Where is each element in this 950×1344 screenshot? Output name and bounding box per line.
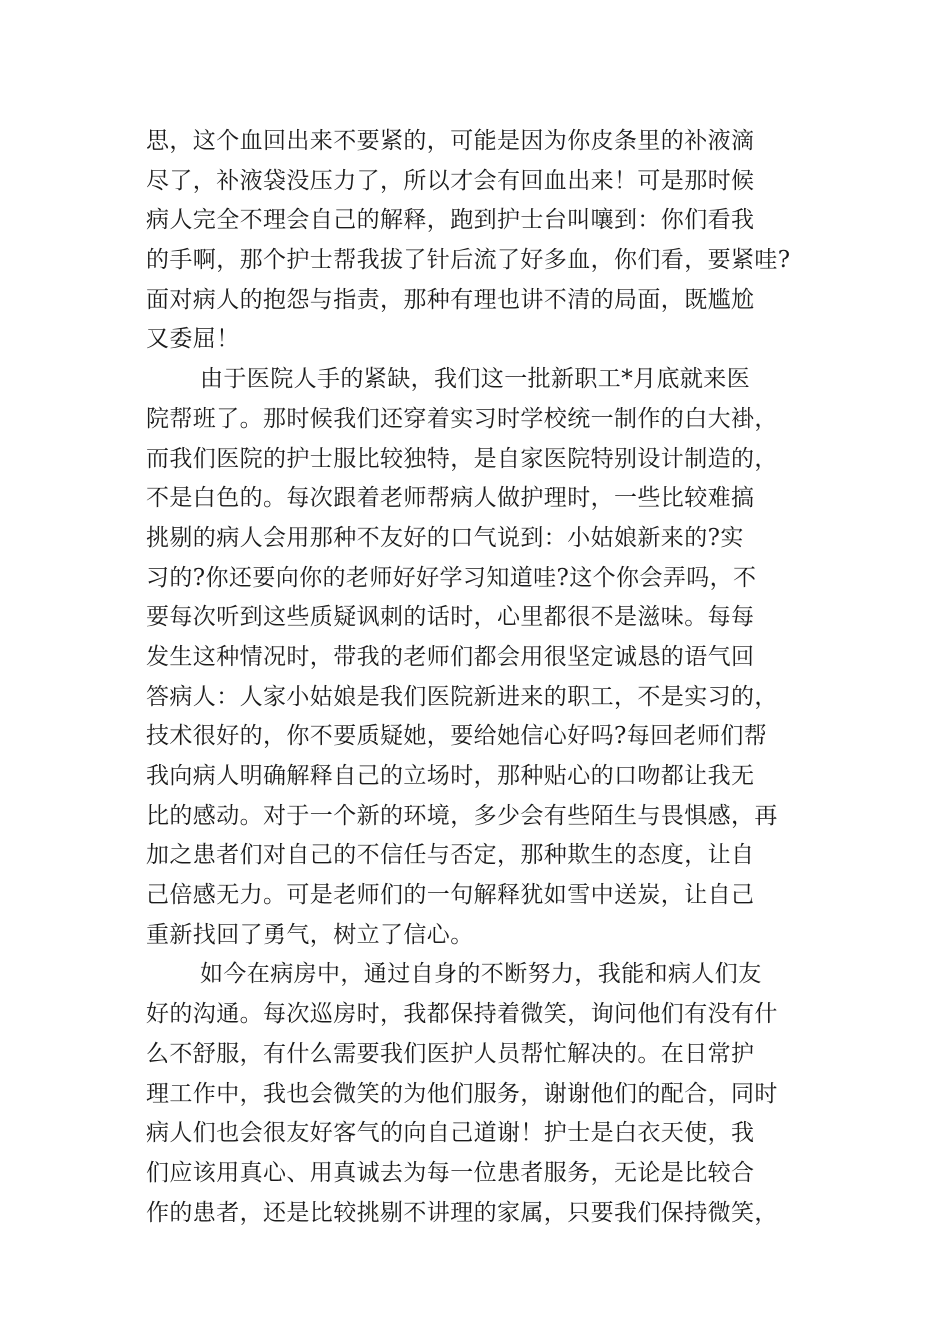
text-line: 己倍感无力。可是老师们的一句解释犹如雪中送炭，让自己 bbox=[146, 882, 755, 909]
text-line: 的手啊，那个护士帮我拔了针后流了好多血，你们看，要紧哇? bbox=[146, 247, 791, 274]
text-line: 比的感动。对于一个新的环境，多少会有些陌生与畏惧感，再 bbox=[146, 802, 778, 829]
text-line: 发生这种情况时，带我的老师们都会用很坚定诚恳的语气回 bbox=[146, 643, 755, 670]
text-line: 我向病人明确解释自己的立场时，那种贴心的口吻都让我无 bbox=[146, 763, 755, 789]
text-line: 加之患者们对自己的不信任与否定，那种欺生的态度，让自 bbox=[146, 842, 755, 869]
text-line: 习的?你还要向你的老师好好学习知道哇?这个你会弄吗，不 bbox=[146, 564, 757, 591]
text-line: 作的患者，还是比较挑剔不讲理的家属，只要我们保持微笑， bbox=[146, 1199, 778, 1226]
paragraph-first-line: 由于医院人手的紧缺，我们这一批新职工*月底就来医 bbox=[200, 366, 751, 393]
text-line: 不是白色的。每次跟着老师帮病人做护理时，一些比较难搞 bbox=[146, 485, 755, 512]
text-line: 面对病人的抱怨与指责，那种有理也讲不清的局面，既尴尬 bbox=[146, 286, 755, 313]
text-line: 么不舒服，有什么需要我们医护人员帮忙解决的。在日常护 bbox=[146, 1040, 755, 1067]
text-line: 重新找回了勇气，树立了信心。 bbox=[146, 921, 474, 948]
text-line: 技术很好的，你不要质疑她，要给她信心好吗?每回老师们帮 bbox=[146, 723, 768, 750]
body-text bbox=[146, 122, 836, 1233]
text-line: 理工作中，我也会微笑的为他们服务，谢谢他们的配合，同时 bbox=[146, 1080, 778, 1107]
text-line: 好的沟通。每次巡房时，我都保持着微笑，询问他们有没有什 bbox=[146, 1001, 778, 1028]
text-line: 而我们医院的护士服比较独特，是自家医院特别设计制造的， bbox=[146, 445, 778, 472]
text-line: 病人们也会很友好客气的向自己道谢！护士是白衣天使，我 bbox=[146, 1120, 755, 1147]
text-line: 们应该用真心、用真诚去为每一位患者服务，无论是比较合 bbox=[146, 1159, 755, 1186]
text-line: 挑剔的病人会用那种不友好的口气说到：小姑娘新来的?实 bbox=[146, 524, 744, 551]
text-line: 病人完全不理会自己的解释，跑到护士台叫嚷到：你们看我 bbox=[146, 207, 755, 234]
text-line: 思，这个血回出来不要紧的，可能是因为你皮条里的补液滴 bbox=[146, 128, 755, 154]
text-line: 要每次听到这些质疑讽刺的话时，心里都很不是滋味。每每 bbox=[146, 604, 755, 631]
text-line: 院帮班了。那时候我们还穿着实习时学校统一制作的白大褂， bbox=[146, 405, 778, 432]
text-line: 答病人：人家小姑娘是我们医院新进来的职工，不是实习的， bbox=[146, 683, 778, 710]
text-line: 尽了，补液袋没压力了，所以才会有回血出来！可是那时候 bbox=[146, 167, 755, 194]
paragraph-first-line: 如今在病房中，通过自身的不断努力，我能和病人们友 bbox=[200, 961, 762, 988]
text-line: 又委屈！ bbox=[146, 326, 240, 353]
